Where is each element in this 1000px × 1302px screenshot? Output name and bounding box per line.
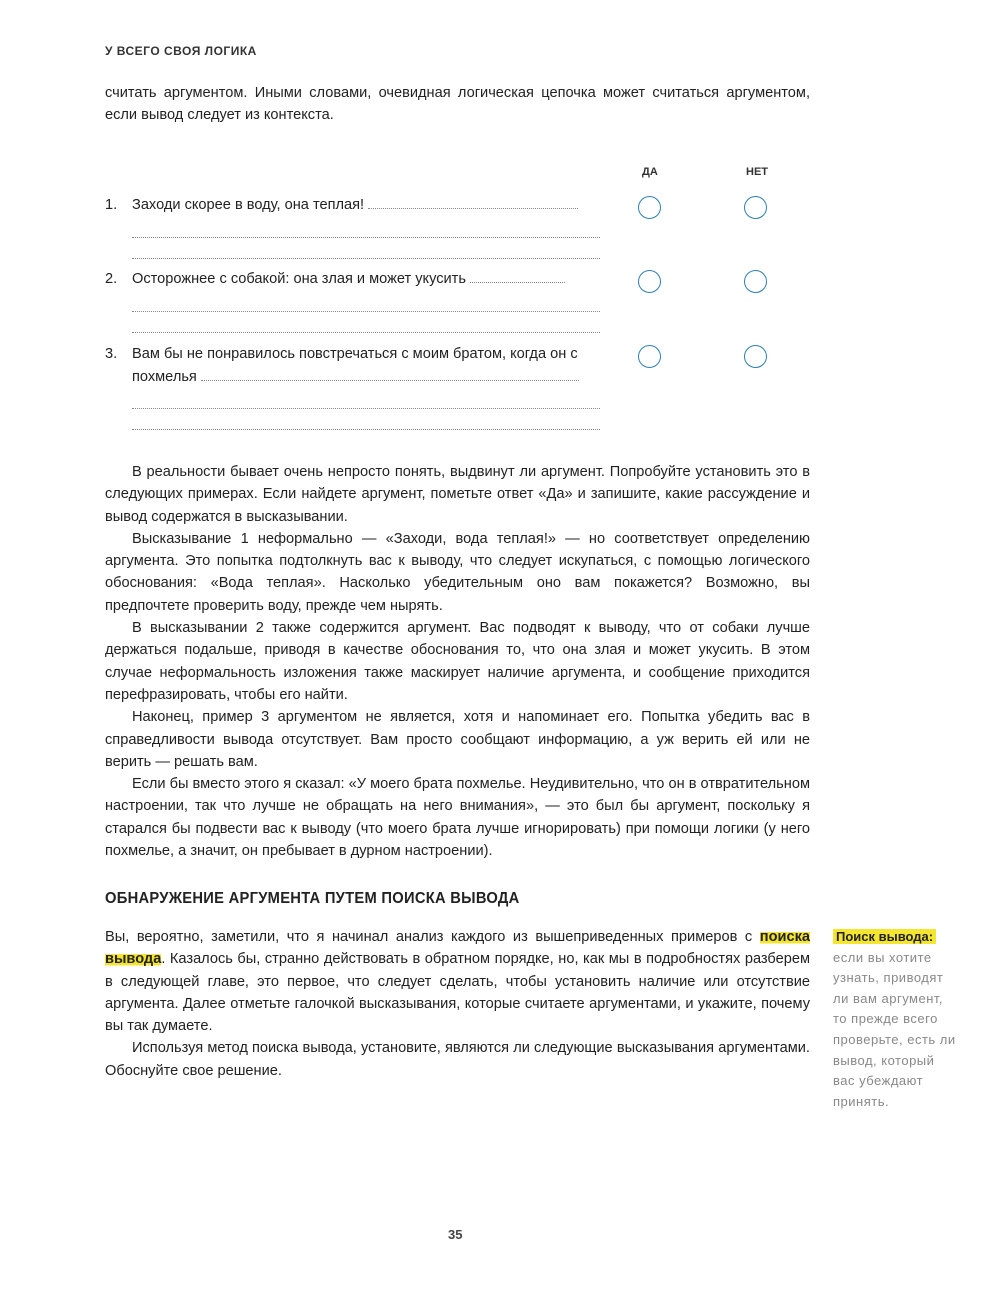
- exercise-item-3: [105, 343, 600, 430]
- answer-line[interactable]: [132, 388, 600, 409]
- intro-paragraph: считать аргументом. Иными словами, очевидная логическая цепочка может считаться аргументом, если вывод следует из контекста.: [105, 85, 810, 124]
- radio-yes-1[interactable]: [638, 196, 661, 219]
- answer-line[interactable]: [132, 217, 600, 238]
- radio-yes-2[interactable]: [638, 270, 661, 293]
- answer-line[interactable]: [132, 291, 600, 312]
- radio-no-2[interactable]: [744, 270, 767, 293]
- column-no-label: НЕТ: [746, 166, 768, 178]
- paragraph: [105, 926, 810, 1037]
- item-number: 1.: [105, 197, 118, 213]
- item-text: Заходи скорее в воду, она теплая!: [132, 197, 365, 213]
- page-number: 35: [448, 1227, 463, 1242]
- sidebar-note: [833, 927, 958, 1112]
- section-body: [105, 926, 810, 1082]
- exercise-item-2: [105, 268, 600, 333]
- paragraph: Высказывание 1 неформально — «Заходи, вода теплая!» — но соответствует определению аргумента. Это попытка подтолкнуть вас к выводу, что следует искупаться, с помощью логического обоснования: «Вода теплая». Насколько убедительным оно вам покажется? Возможно, вы предпочтете проверить воду, прежде чем нырять.: [105, 530, 810, 614]
- answer-line[interactable]: [368, 208, 578, 209]
- paragraph: Наконец, пример 3 аргументом не является, хотя и напоминает его. Попытка убедить вас в справедливости вывода отсутствует. Вам просто сообщают информацию, а уж верить ей или не верить — решать вам.: [105, 709, 810, 770]
- radio-yes-3[interactable]: [638, 345, 661, 368]
- item-text: Вам бы не понравилось повстречаться с моим братом, когда он с похмелья: [132, 346, 578, 385]
- highlighted-term: поиска вывода: [105, 929, 810, 968]
- running-head: У ВСЕГО СВОЯ ЛОГИКА: [105, 44, 257, 58]
- item-number: 3.: [105, 346, 118, 362]
- column-yes-label: ДА: [642, 166, 658, 178]
- item-number: 2.: [105, 271, 118, 287]
- radio-no-3[interactable]: [744, 345, 767, 368]
- paragraph: Если бы вместо этого я сказал: «У моего брата похмелье. Неудивительно, что он в отвратительном настроении, так что лучше не обращать на него внимания», — это был бы аргумент, поскольку я старался бы подвести вас к выводу (что моего брата лучше игнорировать) при помощи логики (у него похмелье, а значит, он пребывает в дурном настроении).: [105, 776, 810, 860]
- body-text: [105, 461, 810, 862]
- text-run: Вы, вероятно, заметили, что я начинал анализ каждого из вышеприведенных примеров с: [105, 929, 760, 945]
- text-run: . Казалось бы, странно действовать в обратном порядке, но, как мы в подробностях разберем в следующей главе, это первое, что следует сделать, чтобы установить наличие или отсутствие аргумента. Далее отметьте галочкой высказывания, которые считаете аргументами, и укажите, почему вы так думаете.: [105, 951, 810, 1035]
- answer-line[interactable]: [132, 409, 600, 430]
- item-text: Осторожнее с собакой: она злая и может укусить: [132, 271, 466, 287]
- radio-no-1[interactable]: [744, 196, 767, 219]
- answer-line[interactable]: [132, 238, 600, 259]
- paragraph: В высказывании 2 также содержится аргумент. Вас подводят к выводу, что от собаки лучше держаться подальше, приводя в качестве обоснования то, что она злая и может укусить. В этом случае неформальность изложения также маскирует наличие аргумента, и сообщение приходится перефразировать, чтобы его найти.: [105, 620, 810, 703]
- sidebar-text: если вы хотите узнать, приводят ли вам аргумент, то прежде всего проверьте, есть ли вывод, который вас убеждают принять.: [833, 949, 956, 1109]
- answer-line[interactable]: [132, 312, 600, 333]
- section-heading: ОБНАРУЖЕНИЕ АРГУМЕНТА ПУТЕМ ПОИСКА ВЫВОДА: [105, 890, 520, 907]
- paragraph: В реальности бывает очень непросто понять, выдвинут ли аргумент. Попробуйте установить это в следующих примерах. Если найдете аргумент, пометьте ответ «Да» и запишите, какие рассуждение и вывод содержатся в высказывании.: [105, 464, 810, 525]
- answer-line[interactable]: [470, 282, 565, 283]
- sidebar-title: Поиск вывода:: [833, 929, 936, 944]
- paragraph: Используя метод поиска вывода, установите, являются ли следующие высказывания аргументами. Обоснуйте свое решение.: [105, 1040, 810, 1079]
- exercise-item-1: [105, 194, 600, 259]
- answer-line[interactable]: [201, 380, 579, 381]
